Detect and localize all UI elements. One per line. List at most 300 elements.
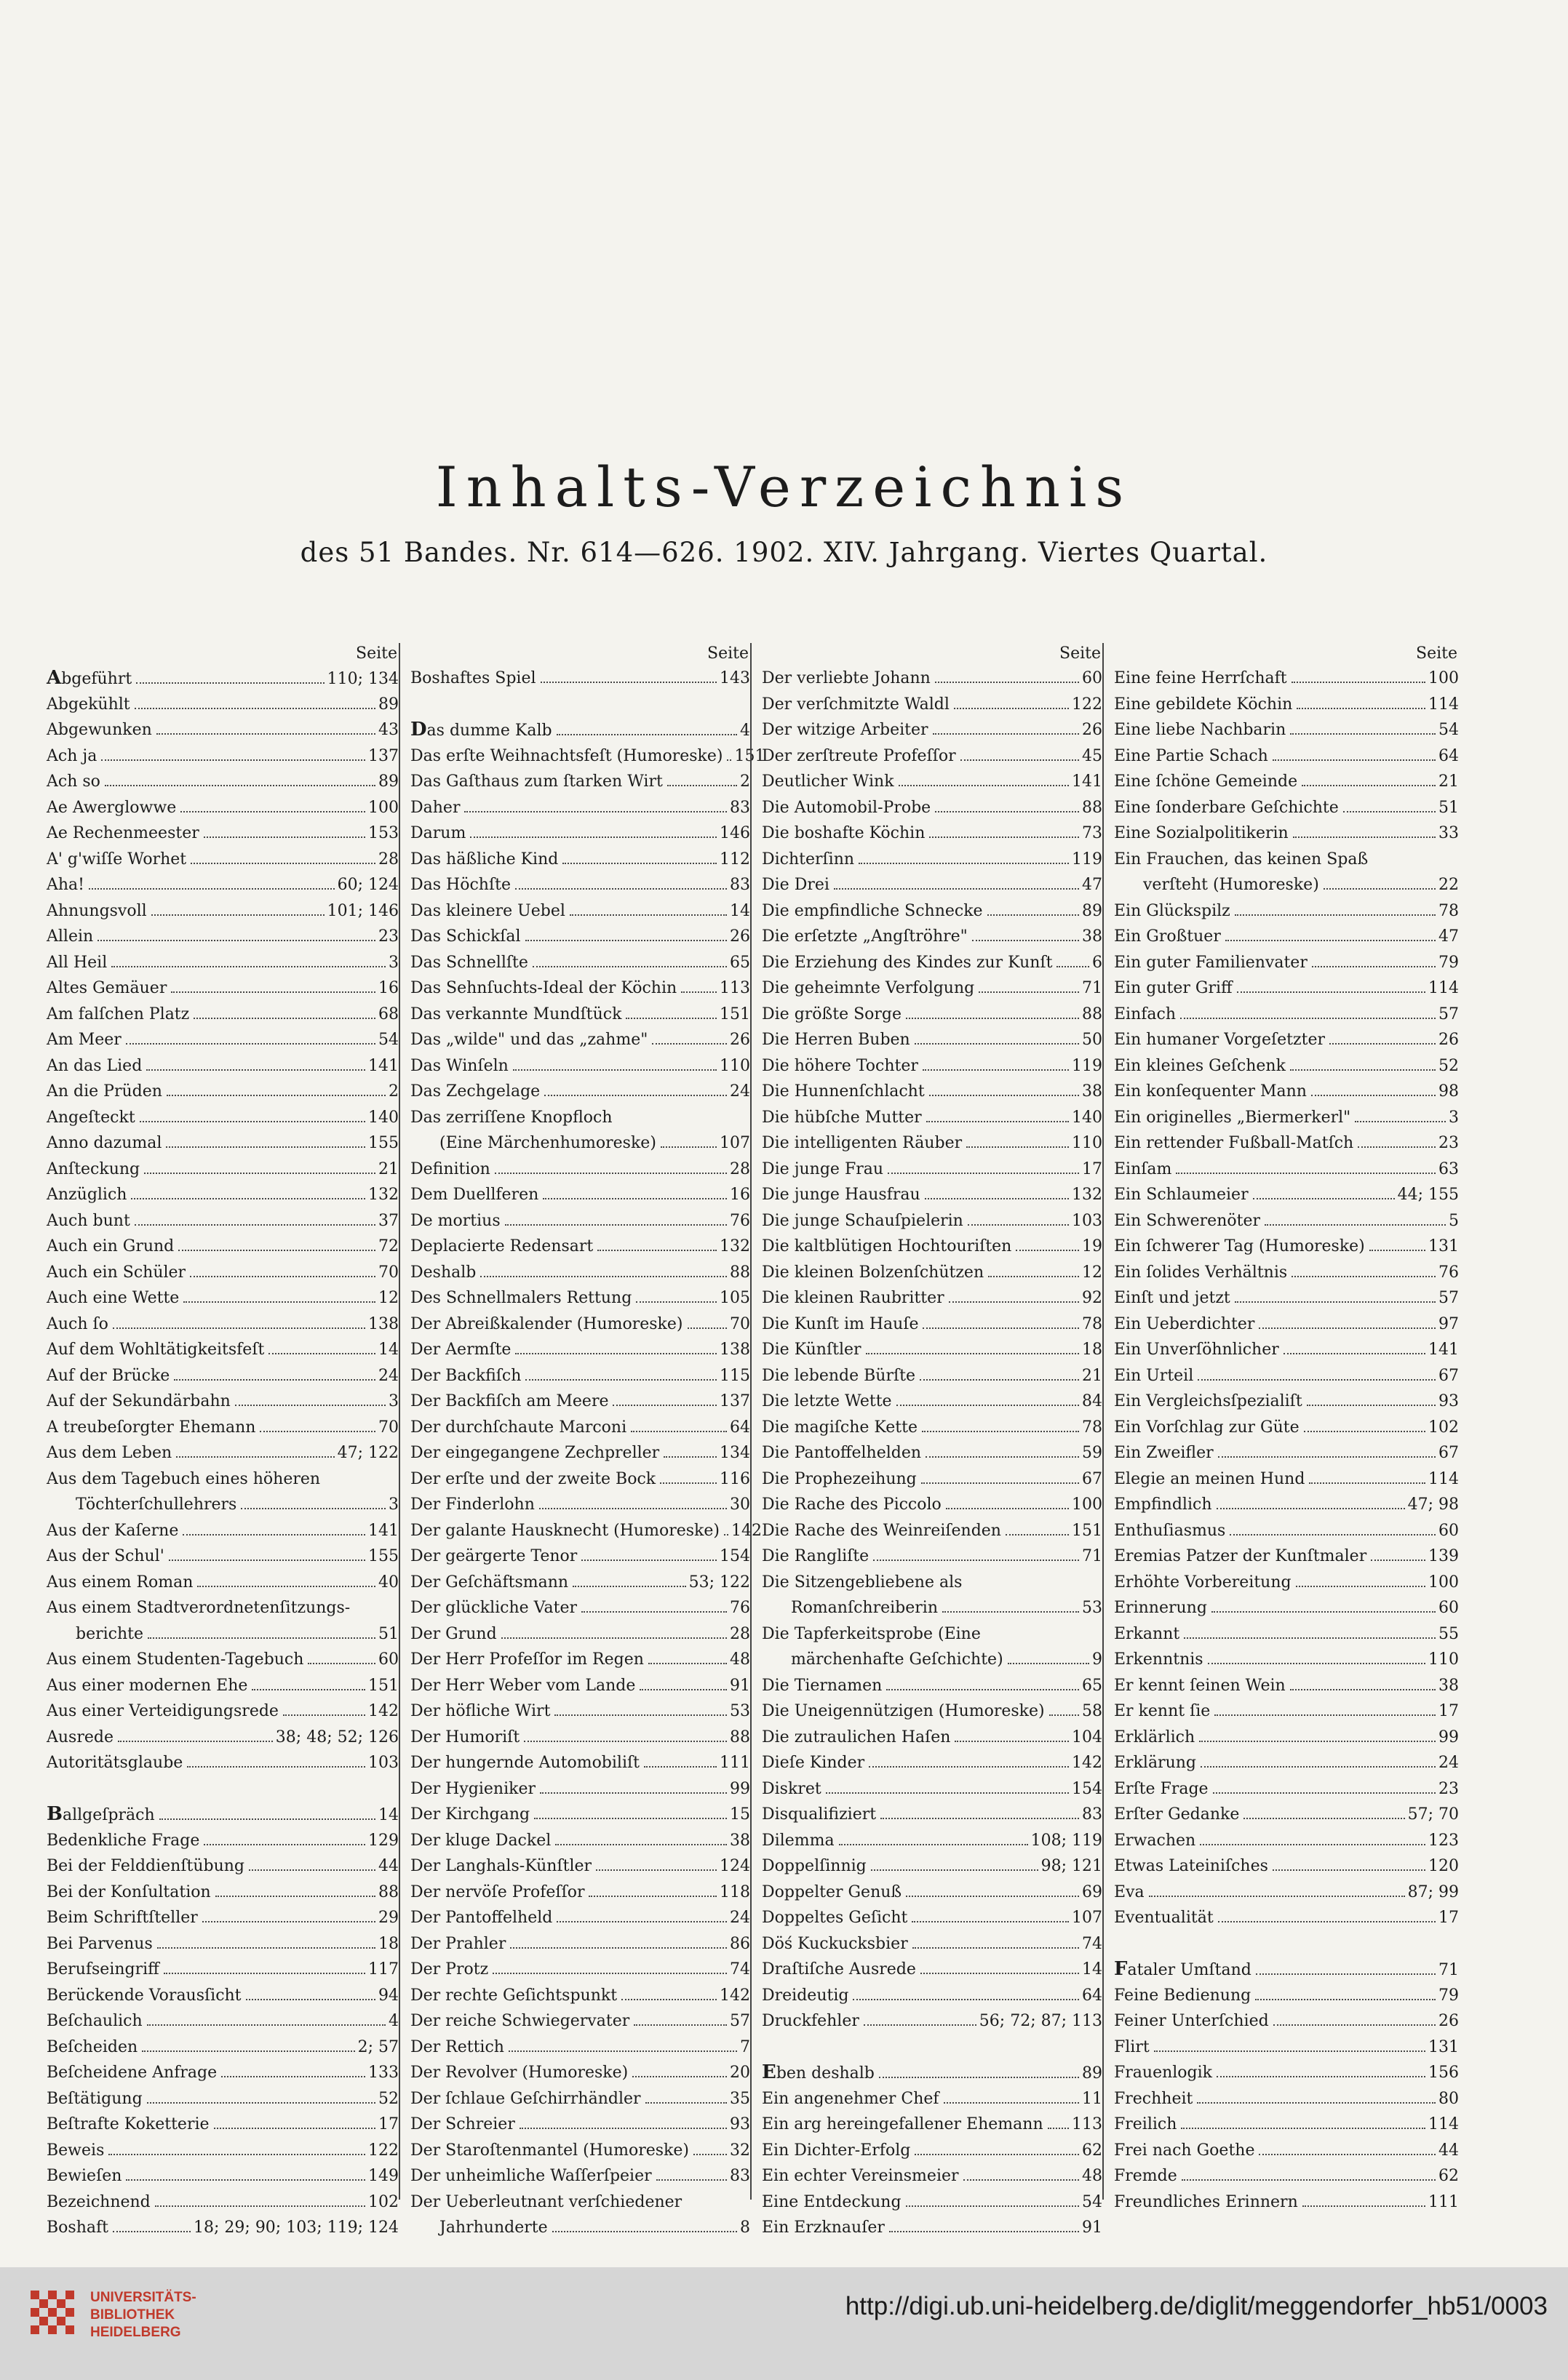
leader-dots [1154,2050,1425,2052]
entry-title: Beſtätigung [47,2089,143,2108]
leader-dots [1358,1146,1436,1148]
library-logo-icon [29,2289,76,2336]
index-entry [762,924,1102,950]
entry-title: Die Kunſt im Hauſe [762,1314,919,1333]
index-entry [762,1698,1102,1725]
entry-page-number: 155 [368,1547,399,1565]
index-column-4 [1102,643,1459,2211]
index-entry [1114,1853,1459,1880]
index-entry [47,1853,399,1880]
index-entry [1114,847,1459,873]
entry-title: Bezeichnend [47,2192,151,2211]
leader-dots [480,1276,727,1277]
leader-dots [541,682,717,683]
leader-dots [167,1095,386,1096]
leader-dots [252,1689,365,1690]
index-entry [1114,1880,1459,1906]
index-entry [762,1389,1102,1415]
entry-page-number: 110 [1428,1650,1459,1669]
entry-page-number: 73 [1082,824,1102,842]
entry-page-number: 52 [1438,1056,1459,1075]
leader-dots [515,888,727,890]
entry-page-number: 6 [1092,953,1102,972]
leader-dots [164,1973,365,1974]
leader-dots [966,1146,1069,1148]
entry-title: Des Schnellmalers Rettung [410,1289,632,1307]
leader-dots [589,1896,717,1897]
leader-dots [1006,1534,1069,1536]
entry-title: Die Rache des Weinreiſenden [762,1521,1001,1540]
index-entry [47,1260,399,1286]
leader-dots [644,1766,717,1768]
index-entry [410,1079,750,1105]
entry-title: Eremias Patzer der Kunſtmaler [1114,1547,1367,1565]
index-entry [1114,1466,1459,1493]
entry-page-number: 9 [1092,1650,1102,1669]
index-entry [762,1595,1102,1621]
leader-dots [926,1456,1079,1458]
entry-title: Eine ſonderbare Geſchichte [1114,798,1339,817]
entry-title: Das verkannte Mundſtück [410,1005,622,1023]
entry-page-number: 3 [1449,1108,1459,1127]
entry-page-number: 17 [1082,1159,1102,1178]
entry-page-number: 71 [1082,979,1102,997]
entry-title: Das Sehnſuchts-Ideal der Köchin [410,979,677,997]
entry-title: Das Schickſal [410,927,521,946]
entry-page-number: 98; 121 [1040,1857,1102,1875]
index-entry [762,1182,1102,1208]
leader-dots [1199,1741,1436,1742]
entry-page-number: 120 [1428,1857,1459,1875]
index-entry [410,1415,750,1441]
entry-title: Etwas Lateiniſches [1114,1857,1268,1875]
index-entry [1114,1957,1459,1983]
entry-page-number: 118 [720,1882,750,1901]
entry-page-number: 99 [1438,1728,1459,1746]
entry-page-number: 64 [1438,746,1459,765]
index-entry [47,1337,399,1363]
leader-dots [1297,708,1425,709]
leader-dots [888,1173,1079,1174]
entry-page-number: 64 [730,1418,750,1437]
entry-title: Abgeführt [47,667,132,689]
leader-dots [660,1482,717,1484]
entry-title: Der Langhals-Künſtler [410,1857,592,1875]
entry-page-number: 16 [378,979,399,997]
entry-title: märchenhafte Geſchichte) [791,1650,1003,1669]
entry-title: Abgekühlt [47,695,130,714]
index-entry [762,950,1102,976]
index-entry [762,1931,1102,1957]
index-entry [47,692,399,718]
entry-list [410,666,765,2241]
leader-dots [1265,1224,1446,1226]
index-entry [1114,1621,1459,1648]
entry-title: Erſte Frage [1114,1779,1209,1798]
leader-dots [871,1869,1038,1871]
entry-page-number: 21 [378,1159,399,1178]
leader-dots [166,1146,365,1148]
entry-title: Der Aermſte [410,1341,512,1359]
entry-page-number: 53; 122 [688,1573,750,1592]
entry-title: Allein [47,927,94,946]
entry-title: Ein Erzknauſer [762,2219,885,2237]
leader-dots [944,2102,1079,2104]
entry-page-number: 94 [378,1986,399,2005]
entry-page-number: 12 [1082,1263,1102,1282]
leader-dots [557,734,737,735]
index-entry [410,924,750,950]
leader-dots [156,733,375,735]
entry-title: Beſcheidene Anfrage [47,2064,218,2082]
entry-page-number: 114 [1428,2115,1459,2133]
entry-page-number: 30 [730,1496,750,1514]
index-entry [410,1647,750,1673]
entry-title: Ein Schwerenöter [1114,1211,1260,1230]
entry-title: Die junge Schauſpielerin [762,1211,963,1230]
index-entry [1114,2189,1459,2216]
index-entry [762,872,1102,898]
index-entry [1114,1518,1459,1544]
entry-title: Die zutraulichen Haſen [762,1728,951,1746]
page-title: Inhalts-Verzeichnis [435,455,1133,519]
entry-title: Das dumme Kalb [410,719,552,740]
entry-title: Ein Unverſöhnlicher [1114,1341,1279,1359]
index-entry [410,795,750,821]
entry-page-number: 92 [1082,1289,1102,1307]
leader-dots [664,1456,717,1458]
entry-title: Deplacierte Redensart [410,1237,594,1255]
entry-title: Die Automobil-Probe [762,798,931,817]
leader-dots [570,914,727,916]
entry-title: Der Pantoffelheld [410,1909,553,1927]
entry-title: Ein Vorſchlag zur Güte [1114,1418,1300,1437]
entry-page-number: 48 [730,1650,750,1669]
index-entry [1114,1027,1459,1053]
index-entry [410,1698,750,1725]
index-entry [47,1311,399,1338]
entry-page-number: 60 [1438,1521,1459,1540]
entry-title: Das zerriſſene Knopfloch [410,1108,613,1127]
entry-page-number: 59 [1082,1444,1102,1462]
entry-title: Die hübſche Mutter [762,1108,922,1127]
leader-dots [667,785,737,786]
entry-title: Darum [410,824,466,842]
index-entry [762,1776,1102,1802]
leader-dots [1290,1689,1436,1690]
index-entry [1114,1182,1459,1208]
leader-dots [1292,1276,1436,1277]
leader-dots [171,991,375,993]
entry-page-number: 18 [1082,1341,1102,1359]
entry-title: Einſam [1114,1159,1172,1178]
entry-title: Der Ueberleutnant verſchiedener [410,2192,682,2211]
entry-page-number: 124 [720,1857,750,1875]
index-entry [410,2008,750,2034]
leader-dots [136,682,324,684]
leader-dots [204,836,365,838]
index-entry [47,1053,399,1079]
index-entry [47,1621,399,1648]
leader-dots [929,1095,1079,1096]
index-entry [762,1053,1102,1079]
index-entry [1114,1698,1459,1725]
entry-page-number: 24 [730,1082,750,1101]
entry-title: Die kaltblütigen Hochtouriſten [762,1237,1012,1255]
entry-page-number: 140 [1072,1108,1102,1127]
entry-title: Der reiche Schwiegervater [410,2012,630,2030]
entry-title: All Heil [47,953,108,972]
index-entry [47,1673,399,1699]
leader-dots [155,2205,365,2207]
entry-page-number: 115 [720,1366,750,1385]
index-entry [762,1647,1102,1673]
entry-title: Elegie an meinen Hund [1114,1469,1305,1488]
leader-dots [241,1508,386,1509]
entry-page-number: 139 [1428,1547,1459,1565]
entry-page-number: 149 [368,2167,399,2185]
index-entry [762,2138,1102,2164]
leader-dots [105,785,375,786]
leader-dots [1343,811,1436,812]
leader-dots [648,1663,727,1664]
index-entry [762,1880,1102,1906]
entry-page-number: 134 [720,1444,750,1462]
index-entry [410,1234,750,1260]
entry-title: Auch ſo [47,1314,108,1333]
entry-title: Boshaftes Spiel [410,669,536,687]
index-entry [762,2086,1102,2112]
leader-dots [1371,1560,1425,1561]
leader-dots [613,1405,717,1406]
leader-dots [693,2154,727,2155]
index-entry [410,1157,750,1183]
entry-page-number: 151 [1072,1521,1102,1540]
entry-page-number: 60 [1082,669,1102,687]
index-entry [47,1880,399,1906]
index-entry [47,975,399,1002]
entry-title: Der Finderlohn [410,1496,535,1514]
index-entry [47,1518,399,1544]
seite-label: Seite [707,644,749,663]
leader-dots [906,2205,1079,2207]
index-entry [47,1802,399,1828]
index-entry [762,847,1102,873]
entry-title: Der verliebte Johann [762,669,931,687]
entry-page-number: 151 [720,1005,750,1023]
entry-title: Dreideutig [762,1986,849,2005]
entry-title: Der nervöſe Profeſſor [410,1882,585,1901]
entry-page-number: 98 [1438,1082,1459,1101]
entry-page-number: 83 [730,798,750,817]
entry-page-number: 12 [378,1289,399,1307]
index-entry [762,717,1102,743]
leader-dots [923,1327,1079,1329]
entry-title: An das Lied [47,1056,143,1075]
seite-label: Seite [356,644,397,663]
index-entry [762,1079,1102,1105]
index-entry [410,1776,750,1802]
index-entry [1114,1208,1459,1234]
entry-page-number: 2; 57 [357,2037,399,2056]
entry-page-number: 38 [1082,927,1102,946]
entry-page-number: 62 [1082,2141,1102,2160]
entry-title: Einſt und jetzt [1114,1289,1230,1307]
index-entry [762,1105,1102,1131]
entry-page-number: 60; 124 [337,876,399,894]
leader-dots [113,2231,191,2232]
entry-page-number: 142 [1072,1754,1102,1772]
leader-dots [899,785,1069,786]
leader-dots [557,1921,727,1922]
entry-page-number: 153 [368,824,399,842]
entry-title: Ein Zweifler [1114,1444,1214,1462]
entry-title: Ein humaner Vorgeſetzter [1114,1031,1325,1049]
index-entry [762,1544,1102,1570]
index-entry [1114,1363,1459,1389]
entry-page-number: 155 [368,1134,399,1152]
library-name-line: HEIDELBERG [90,2325,181,2340]
entry-page-number: 111 [720,1754,750,1772]
entry-title: Altes Gemäuer [47,979,167,997]
entry-title: Der geärgerte Tenor [410,1547,578,1565]
index-entry [1114,950,1459,976]
leader-dots [539,1508,727,1509]
leader-dots [97,940,375,941]
entry-page-number: 57 [730,2012,750,2030]
index-entry [410,1440,750,1466]
index-entry [1114,2163,1459,2189]
entry-title: verſteht (Humoreske) [1143,876,1319,894]
entry-title: Der Herr Weber vom Lande [410,1676,636,1695]
entry-page-number: 102 [1428,1418,1459,1437]
entry-page-number: 86 [730,1934,750,1953]
leader-dots [1243,1818,1404,1819]
index-entry [410,1621,750,1648]
leader-dots [202,1921,375,1922]
entry-page-number: 114 [1428,979,1459,997]
entry-page-number: 89 [378,695,399,714]
entry-page-number: 62 [1438,2167,1459,2185]
entry-title: Erwachen [1114,1831,1196,1850]
entry-page-number: 142 [368,1702,399,1720]
entry-title: Druckfehler [762,2012,859,2030]
index-entry [762,2112,1102,2138]
entry-title: Ach so [47,772,100,791]
index-entry [410,1492,750,1518]
entry-page-number: 15 [730,1805,750,1824]
leader-dots [1293,836,1436,838]
entry-title: Enthuſiasmus [1114,1521,1226,1540]
entry-page-number: 3 [389,953,399,972]
entry-title: Ausrede [47,1728,114,1746]
entry-page-number: 89 [1082,901,1102,920]
entry-title: Eine feine Herrſchaft [1114,669,1287,687]
index-entry [410,769,750,795]
index-entry [47,1440,399,1466]
index-entry [1114,1570,1459,1596]
index-entry [47,1079,399,1105]
entry-title: Aus einer modernen Ehe [47,1676,248,1695]
entry-title: Dilemma [762,1831,835,1850]
entry-title: Auch bunt [47,1211,130,1230]
leader-dots [540,1792,727,1794]
entry-title: Die Herren Buben [762,1031,910,1049]
entry-page-number: 48 [1082,2167,1102,2185]
entry-page-number: 141 [368,1521,399,1540]
leader-dots [562,863,717,864]
entry-title: Eine Entdeckung [762,2192,902,2211]
index-entry [47,1492,399,1518]
index-entry [47,1027,399,1053]
entry-title: Erklärung [1114,1754,1196,1772]
entry-page-number: 74 [730,1960,750,1978]
leader-dots [631,1431,727,1432]
entry-title: Erinnerung [1114,1599,1207,1617]
entry-title: Am falſchen Platz [47,1005,190,1023]
library-name-line: BIBLIOTHEK [90,2307,175,2323]
leader-dots [283,1714,365,1716]
index-entry [1114,1905,1459,1931]
entry-page-number: 28 [730,1624,750,1643]
entry-page-number: 111 [1428,2192,1459,2211]
leader-dots [183,1534,365,1536]
leader-dots [1214,1714,1436,1716]
entry-title: Eben deshalb [762,2061,875,2083]
index-entry [1114,1157,1459,1183]
entry-title: Doppelter Genuß [762,1882,902,1901]
leader-dots [111,966,386,967]
leader-dots [144,1173,375,1174]
entry-page-number: 110 [720,1056,750,1075]
leader-dots [949,1301,1079,1303]
entry-page-number: 19 [1082,1237,1102,1255]
entry-title: Auf der Brücke [47,1366,170,1385]
entry-page-number: 21 [1082,1366,1102,1385]
index-entry [410,1105,750,1131]
leader-dots [1208,1663,1425,1664]
entry-page-number: 122 [368,2141,399,2160]
entry-page-number: 32 [730,2141,750,2160]
leader-dots [926,1121,1069,1122]
entry-page-number: 5 [1449,1211,1459,1230]
entry-page-number: 47 [1438,927,1459,946]
leader-dots [656,2179,727,2181]
entry-page-number: 140 [368,1108,399,1127]
entry-page-number: 45 [1082,746,1102,765]
leader-dots [552,2231,737,2232]
entry-title: Der Rettich [410,2037,504,2056]
leader-dots [1211,1611,1436,1613]
leader-dots [652,1043,727,1045]
entry-title: Ein rettender Fußball-Matſch [1114,1134,1354,1152]
entry-title: Der eingegangene Zechpreller [410,1444,660,1462]
entry-title: Die höhere Tochter [762,1056,918,1075]
entry-title: Die Tapferkeitsprobe (Eine [762,1624,981,1643]
entry-page-number: 91 [1082,2219,1102,2237]
entry-page-number: 22 [1438,876,1459,894]
entry-title: Die Prophezeihung [762,1469,917,1488]
leader-dots [190,1276,375,1277]
page-subtitle: des 51 Bandes. Nr. 614—626. 1902. XIV. Jahrgang. Viertes Quartal. [300,537,1268,568]
leader-dots [1218,1921,1436,1922]
leader-dots [963,2179,1079,2181]
source-url-link[interactable]: http://digi.ub.uni-heidelberg.de/diglit/meggendorfer_hb51/0003 [845,2292,1548,2320]
leader-dots [933,733,1079,735]
entry-title: Draſtiſche Ausrede [762,1960,916,1978]
leader-dots [1290,733,1436,735]
entry-page-number: 88 [730,1263,750,1282]
